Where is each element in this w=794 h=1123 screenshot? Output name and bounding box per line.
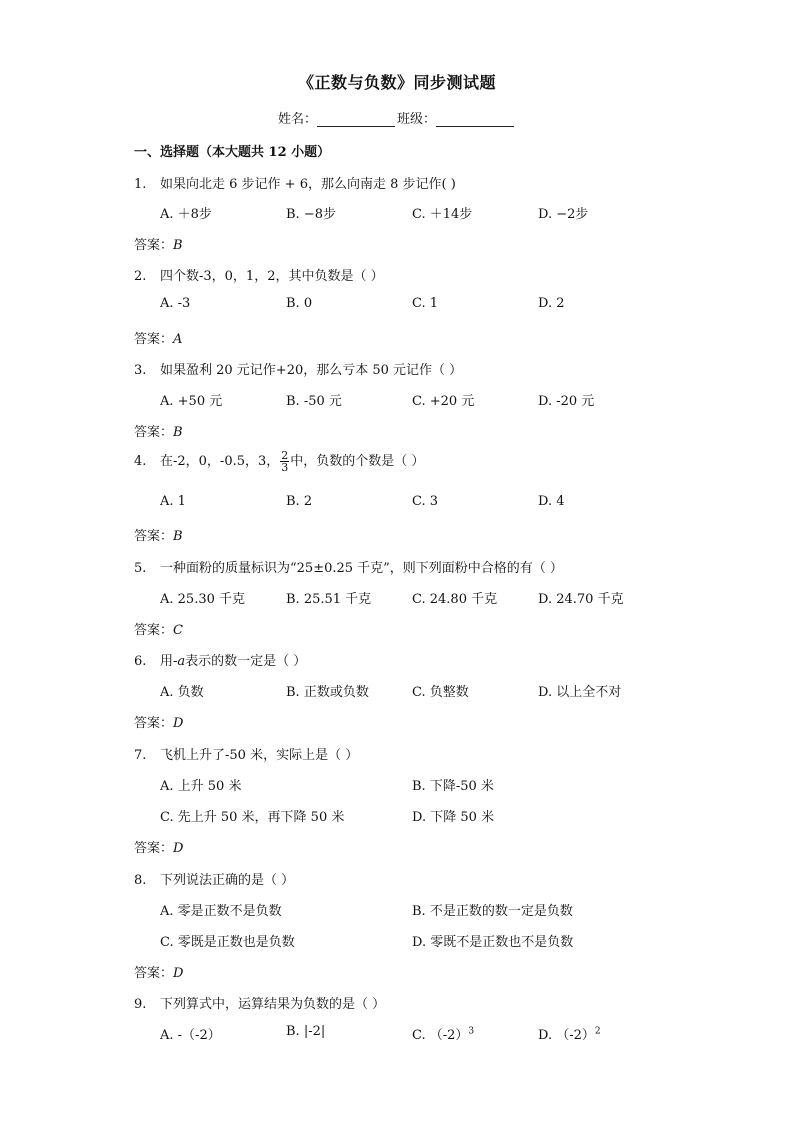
option-c: C. ＋14步	[412, 207, 473, 222]
option-d: D. 24.70 千克	[538, 592, 624, 607]
option-a: A. 零是正数不是负数	[160, 904, 282, 919]
option-b: B. 不是正数的数一定是负数	[412, 904, 573, 919]
question-4: 4. 在-2，0，-0.5，3， $\frac{2}{3}$ 中，负数的个数是（ ）	[134, 449, 425, 474]
question-text-before: 用-	[160, 654, 178, 669]
option-d: D. −2步	[538, 207, 589, 222]
answer-5: 答案：C	[134, 623, 183, 638]
question-text-after: 中，负数的个数是（ ）	[290, 454, 425, 469]
question-text: 下列说法正确的是（ ）	[160, 873, 295, 888]
option-a: A. 上升 50 米	[160, 779, 242, 794]
option-d: D. 零既不是正数也不是负数	[412, 935, 574, 950]
question-7: 7. 飞机上升了-50 米，实际上是（ ）	[134, 748, 359, 763]
option-a: A. 25.30 千克	[160, 592, 246, 607]
question-text: 如果向北走 6 步记作 + 6，那么向南走 8 步记作( )	[160, 177, 456, 192]
question-5: 5. 一种面粉的质量标识为“25±0.25 千克”，则下列面粉中合格的有（ ）	[134, 561, 563, 576]
answer-6: 答案：D	[134, 716, 184, 731]
option-d: D. $(-2)^2$	[538, 1026, 601, 1043]
option-b: B. 0	[286, 296, 313, 311]
option-c: C. 零既是正数也是负数	[160, 935, 295, 950]
option-c: C. 先上升 50 米，再下降 50 米	[160, 810, 345, 825]
question-text: 如果盈利 20 元记作+20，那么亏本 50 元记作（ ）	[160, 363, 463, 378]
option-b: B. −8步	[286, 207, 336, 222]
question-1: 1. 如果向北走 6 步记作 + 6，那么向南走 8 步记作( )	[134, 177, 456, 192]
question-text: 下列算式中，运算结果为负数的是（ ）	[160, 997, 386, 1012]
answer-7: 答案：D	[134, 841, 184, 856]
option-a: A. +50 元	[160, 394, 223, 409]
option-b: B. 2	[286, 494, 313, 509]
question-9: 9. 下列算式中，运算结果为负数的是（ ）	[134, 997, 386, 1012]
exponent: 3	[468, 1026, 475, 1037]
class-blank[interactable]	[436, 112, 514, 127]
answer-3: 答案：B	[134, 425, 183, 440]
option-d: D. -20 元	[538, 394, 595, 409]
option-a: A. -（-2）	[160, 1028, 221, 1043]
option-a: A. ＋8步	[160, 207, 212, 222]
option-b: B. -50 元	[286, 394, 342, 409]
name-blank[interactable]	[317, 112, 395, 127]
variable: a	[177, 654, 186, 669]
question-text-after: 表示的数一定是（ ）	[185, 654, 307, 669]
option-b: B. 25.51 千克	[286, 592, 372, 607]
question-8: 8. 下列说法正确的是（ ）	[134, 873, 295, 888]
section-heading: 一、选择题（本大题共 12 小题）	[134, 145, 331, 160]
question-text: 飞机上升了-50 米，实际上是（ ）	[160, 748, 359, 763]
option-d: D. 4	[538, 494, 565, 509]
option-d: D. 下降 50 米	[412, 810, 495, 825]
question-text: 一种面粉的质量标识为“25±0.25 千克”，则下列面粉中合格的有（ ）	[160, 561, 563, 576]
option-b: B. 正数或负数	[286, 685, 369, 700]
option-a: A. -3	[160, 296, 191, 311]
option-a: A. 负数	[160, 685, 204, 700]
fraction: $\frac{2}{3}$	[281, 449, 289, 474]
option-c: C. 24.80 千克	[412, 592, 498, 607]
answer-1: 答案：B	[134, 238, 183, 253]
name-label: 姓名：	[277, 112, 317, 127]
option-d: D. 2	[538, 296, 565, 311]
student-info	[0, 108, 794, 127]
class-label: 班级：	[397, 112, 437, 127]
option-c: C. +20 元	[412, 394, 475, 409]
option-c: C. 3	[412, 494, 439, 509]
answer-2: 答案：A	[134, 332, 183, 347]
answer-4: 答案：B	[134, 529, 183, 544]
question-6: 6. 用-a表示的数一定是（ ）	[134, 654, 307, 669]
question-2: 2. 四个数-3，0，1，2，其中负数是（ ）	[134, 269, 384, 284]
page-title: 《正数与负数》同步测试题	[297, 73, 496, 92]
option-d: D. 以上全不对	[538, 685, 622, 700]
question-text-before: 在-2，0，-0.5，3，	[160, 454, 280, 469]
option-a: A. 1	[160, 494, 186, 509]
question-3: 3. 如果盈利 20 元记作+20，那么亏本 50 元记作（ ）	[134, 363, 463, 378]
question-text: 四个数-3，0，1，2，其中负数是（ ）	[160, 269, 384, 284]
option-c: C. $(-2)^3$	[412, 1026, 475, 1043]
answer-8: 答案：D	[134, 966, 184, 981]
option-b: B. |-2|	[286, 1024, 326, 1039]
option-c: C. 负整数	[412, 685, 469, 700]
exponent: 2	[594, 1026, 601, 1037]
option-c: C. 1	[412, 296, 439, 311]
option-b: B. 下降-50 米	[412, 779, 494, 794]
